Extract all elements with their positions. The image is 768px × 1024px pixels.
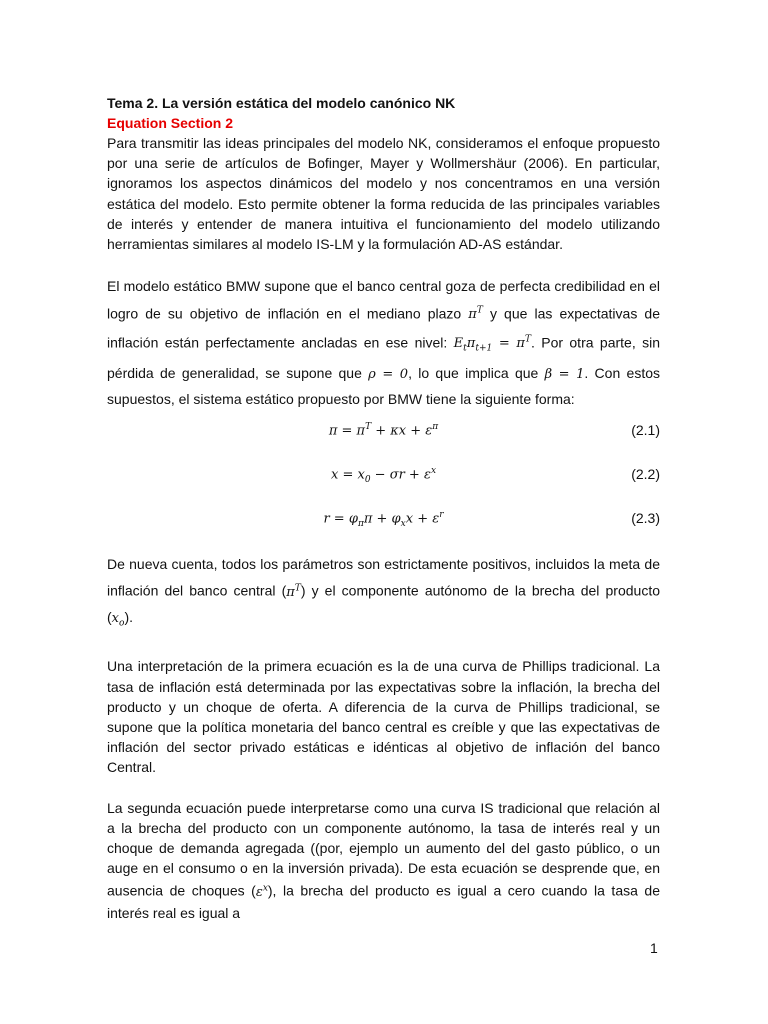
- paragraph-intro: Para transmitir las ideas principales del modelo NK, consideramos el enfoque propuesto por una serie de artículos de Bofinger, Mayer y Wollmershäur (2006). En particular, ignoramos los aspectos dinámicos del modelo y nos concentramos en una versión estática del modelo. Esto permite obtener la forma reducida de las principales variables de interés y entender de manera intuitiva el funcionamiento del modelo utilizando herramientas similares al modelo IS-LM y la formulación AD-AS estándar.: [107, 135, 660, 253]
- paragraph-phillips-curve: Una interpretación de la primera ecuación es la de una curva de Phillips tradicional. La tasa de inflación está determinada por las expectativas sobre la inflación, la brecha del producto y un choque de oferta. A diferencia de la curva de Phillips tradicional, se supone que la política monetaria del banco central es creíble y que las expectativas de inflación del sector privado estáticas e idénticas al objetivo de inflación del banco Central.: [107, 658, 660, 776]
- math-expectation: $E_t\pi_{t+1} = \pi^T$: [453, 334, 531, 354]
- page-number: 1: [650, 940, 658, 956]
- equation-section-marker: Equation Section 2: [107, 115, 234, 131]
- equation-2-2: [107, 456, 660, 500]
- equation-2-1-number: (2.1): [631, 421, 660, 438]
- equation-2-1-formula: $\pi = \pi^T + \kappa x + \varepsilon^\pi$: [328, 421, 439, 439]
- paragraph-is-curve: La segunda ecuación puede interpretarse como una curva IS tradicional que relación al a la brecha del producto con un componente autónomo, la tasa de interés real y un choque de demanda agregada ((por, ejemplo un aumento del del gasto público, o un auge en el consumo o en la inversión privada). De esta ecuación se desprende que, en ausencia de choques $(\varepsilon^x)$, la brecha del producto es igual a cero cuando la tasa de interés real es igual a: [107, 799, 661, 921]
- paragraph-parameters: De nueva cuenta, todos los parámetros son estrictamente positivos, incluidos la meta de inflación del banco central $(\pi^T)$ y el componente autónomo de la brecha del producto $(x_o)$.: [107, 555, 660, 629]
- math-beta: β = 1: [544, 366, 585, 382]
- math-x0: $x_o$: [111, 611, 125, 629]
- equation-2-3-number: (2.3): [631, 509, 660, 526]
- section-title: Tema 2. La versión estática del modelo canónico NK: [107, 95, 456, 111]
- equation-2-3-formula: $r = \varphi_\pi\pi + \varphi_xx + \varepsilon^r$: [323, 509, 444, 529]
- math-pi-target: $\pi^T$: [468, 305, 483, 323]
- math-epsilon-x: $\varepsilon^x$: [255, 883, 268, 900]
- equation-2-2-number: (2.2): [631, 465, 660, 482]
- page-content: [107, 93, 660, 923]
- math-pi-target-2: $\pi^T$: [286, 583, 301, 600]
- equation-2-2-formula: $x = x_0 - \sigma r + \varepsilon^x$: [330, 465, 437, 485]
- equation-2-3: [107, 500, 660, 544]
- paragraph-bmw-model: El modelo estático BMW supone que el banco central goza de perfecta credibilidad en el logro de su objetivo de inflación en el mediano plazo $\pi^T$ y que las expectativas de inflación están perfectamente ancladas en ese nivel: $E_t\pi_{t+1} = \pi^T$. Por otra parte, sin pérdida de generalidad, se supone que ρ = 0, lo que implica que β = 1. Con estos supuestos, el sistema estático propuesto por BMW tiene la siguiente forma:: [107, 278, 660, 408]
- equation-2-1: [107, 412, 660, 456]
- math-rho: ρ = 0: [368, 366, 409, 382]
